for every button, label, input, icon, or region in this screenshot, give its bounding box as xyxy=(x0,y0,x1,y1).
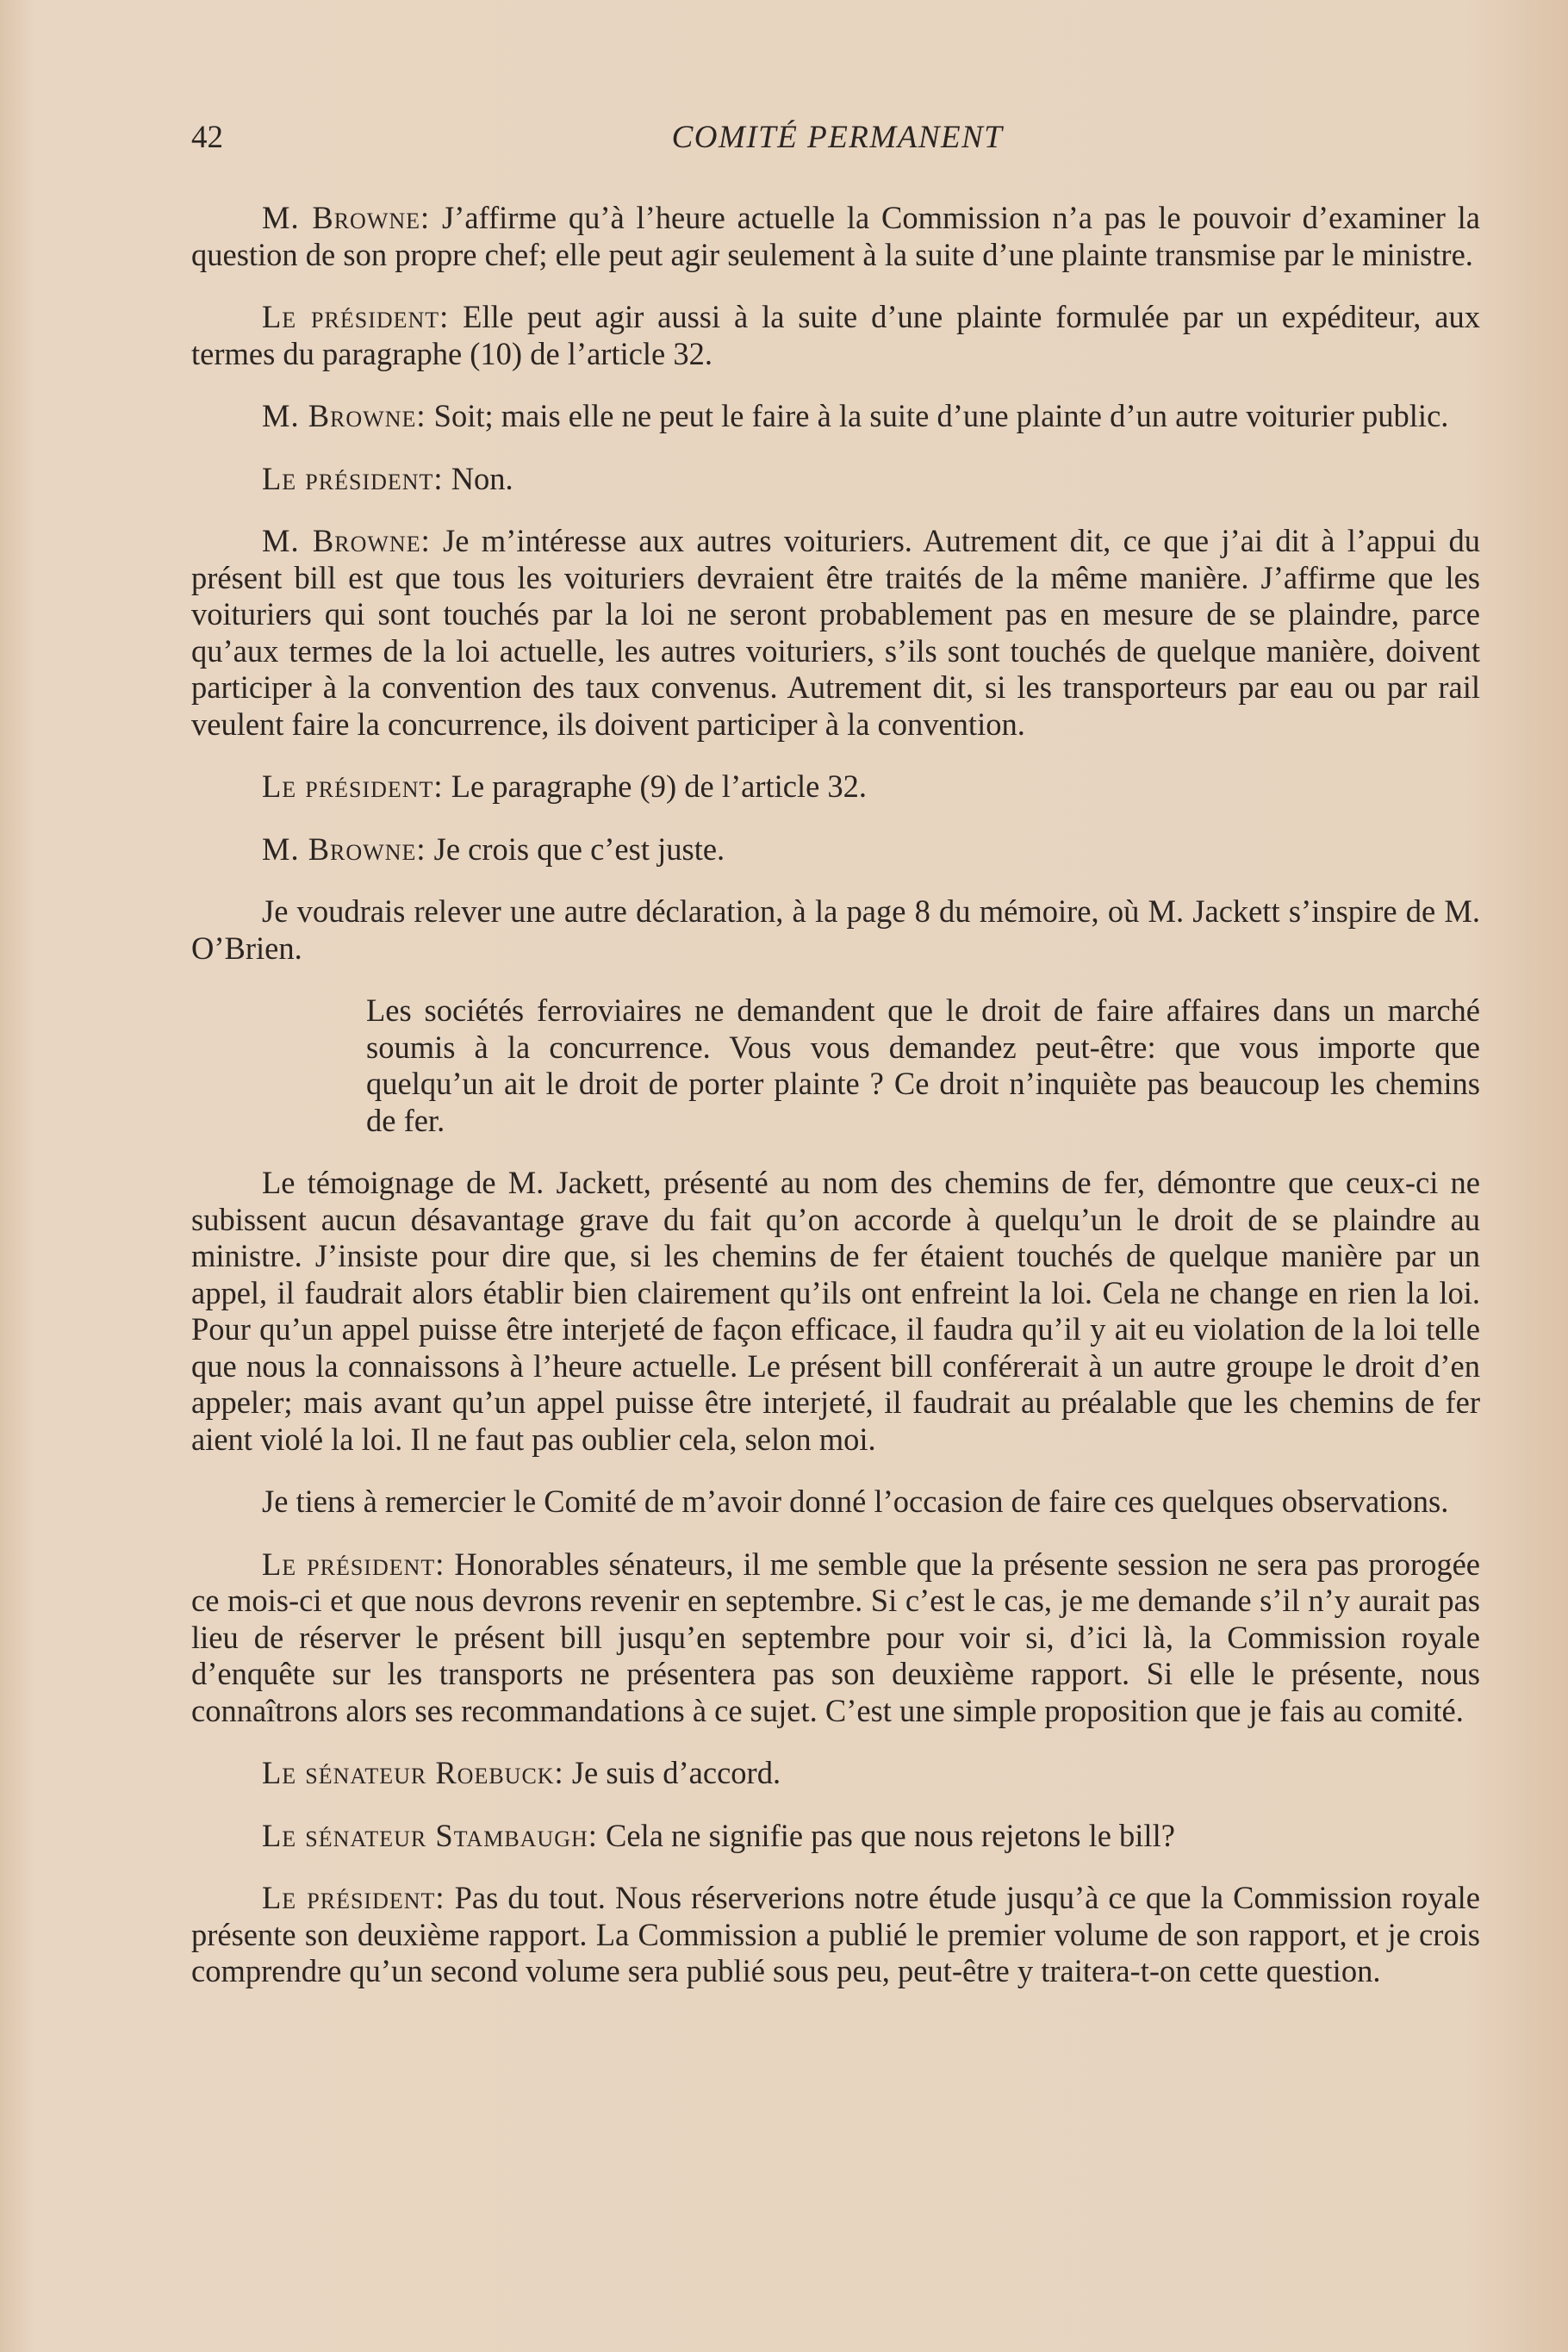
speaker-name: M. Browne: xyxy=(262,398,426,433)
paragraph-text: Je voudrais relever une autre déclaration, à la page 8 du mémoire, où M. Jackett s’inspire de M. O’Brien. xyxy=(191,893,1480,966)
page-number: 42 xyxy=(191,120,223,155)
speaker-name: Le sénateur Stambaugh: xyxy=(262,1817,598,1853)
paragraph xyxy=(191,768,1480,806)
body-text xyxy=(191,200,1480,2016)
paragraph-text: Soit; mais elle ne peut le faire à la suite d’une plainte d’un autre voiturier public. xyxy=(426,398,1449,433)
speaker-name: M. Browne: xyxy=(262,200,431,235)
paragraph-text: Pas du tout. Nous réserverions notre étude jusqu’à ce que la Commission royale présente son deuxième rapport. La Commission a publié le premier volume de son rapport, et je crois comprendre qu’un second volume sera publié sous peu, peut-être y traitera-t-on cette question. xyxy=(191,1880,1480,1988)
paragraph-text: Non. xyxy=(443,460,513,496)
paragraph xyxy=(191,461,1480,498)
paragraph xyxy=(191,200,1480,273)
paragraph-text: Elle peut agir aussi à la suite d’une plainte formulée par un expéditeur, aux termes du paragraphe (10) de l’article 32. xyxy=(191,299,1480,371)
paragraph-text: Je tiens à remercier le Comité de m’avoir donné l’occasion de faire ces quelques observations. xyxy=(262,1484,1449,1519)
paragraph xyxy=(191,1755,1480,1792)
paragraph-text: Je m’intéresse aux autres voituriers. Autrement dit, ce que j’ai dit à l’appui du présent bill est que tous les voituriers devraient être traités de la même manière. J’affirme que les voituriers qui sont touchés par la loi ne seront probablement pas en mesure de se plaindre, parce qu’aux termes de la loi actuelle, les autres voituriers, s’ils sont touchés de quelque manière, doivent participer à la convention des taux convenus. Autrement dit, si les transporteurs par eau ou par rail veulent faire la concurrence, ils doivent participer à la convention. xyxy=(191,523,1480,742)
speaker-name: Le sénateur Roebuck: xyxy=(262,1755,564,1790)
paragraph xyxy=(191,523,1480,743)
speaker-name: Le président: xyxy=(262,299,450,334)
speaker-name: Le président: xyxy=(262,460,444,496)
paragraph xyxy=(191,1880,1480,1990)
paragraph xyxy=(191,1484,1480,1521)
speaker-name: M. Browne: xyxy=(262,523,431,558)
speaker-name: Le président: xyxy=(262,1880,445,1915)
block-quote xyxy=(366,992,1480,1139)
paragraph xyxy=(191,893,1480,967)
paragraph xyxy=(191,831,1480,868)
speaker-name: Le président: xyxy=(262,768,444,804)
paragraph xyxy=(191,1165,1480,1458)
paragraph-text: Le paragraphe (9) de l’article 32. xyxy=(443,768,868,804)
paragraph-text: Honorables sénateurs, il me semble que la présente session ne sera pas prorogée ce mois-ci et que nous devrons revenir en septembre. Si c’est le cas, je me demande s’il n’y aurait pas lieu de réserver le présent bill jusqu’en septembre pour voir si, d’ici là, la Commission royale d’enquête sur les transports ne présentera pas son deuxième rapport. Si elle le présente, nous connaîtrons alors ses recommandations à ce sujet. C’est une simple proposition que je fais au comité. xyxy=(191,1546,1481,1728)
running-title: COMITÉ PERMANENT xyxy=(671,120,1004,155)
paragraph xyxy=(191,299,1480,372)
paragraph xyxy=(191,398,1480,435)
paragraph xyxy=(191,1546,1480,1730)
paragraph-text: Cela ne signifie pas que nous rejetons le bill? xyxy=(597,1817,1175,1853)
page-header xyxy=(191,119,1484,162)
paragraph-text: J’affirme qu’à l’heure actuelle la Commission n’a pas le pouvoir d’examiner la question de son propre chef; elle peut agir seulement à la suite d’une plainte transmise par le ministre. xyxy=(191,200,1480,272)
paragraph-text: Je suis d’accord. xyxy=(563,1755,781,1790)
paragraph xyxy=(191,1818,1480,1855)
paragraph-text: Le témoignage de M. Jackett, présenté au nom des chemins de fer, démontre que ceux-ci ne subissent aucun désavantage grave du fait qu’on accorde à quelqu’un le droit de se plaindre au ministre. J’insiste pour dire que, si les chemins de fer étaient touchés de quelque manière par un appel, il faudrait alors établir bien clairement qu’ils ont enfreint la loi. Cela ne change en rien la loi. Pour qu’un appel puisse être interjeté de façon efficace, il faudra qu’il y ait eu violation de la loi telle que nous la connaissons à l’heure actuelle. Le présent bill conférerait à un autre groupe le droit d’en appeler; mais avant qu’un appel puisse être interjeté, il faudrait au préalable que les chemins de fer aient violé la loi. Il ne faut pas oublier cela, selon moi. xyxy=(191,1165,1480,1457)
speaker-name: Le président: xyxy=(262,1546,445,1582)
paragraph-text: Je crois que c’est juste. xyxy=(426,831,725,867)
quote-text: Les sociétés ferroviaires ne demandent que le droit de faire affaires dans un marché soumis à la concurrence. Vous vous demandez peut-être: que vous importe que quelqu’un ait le droit de porter plainte ? Ce droit n’inquiète pas beaucoup les chemins de fer. xyxy=(366,992,1480,1138)
speaker-name: M. Browne: xyxy=(262,831,426,867)
